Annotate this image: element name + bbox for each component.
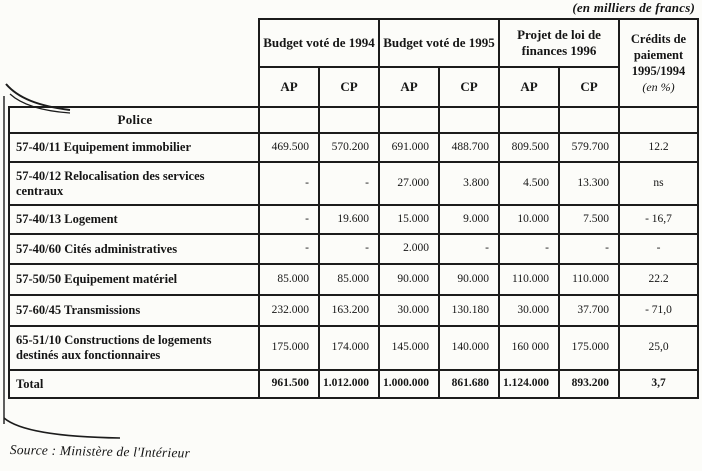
cell-1996-cp: - [559, 234, 619, 264]
cell-1994-ap: - [259, 205, 319, 234]
cell-1994-ap: 232.000 [259, 295, 319, 326]
table-row [9, 295, 698, 326]
cell-1994-ap: - [259, 234, 319, 264]
cell-1995-ap: 30.000 [379, 295, 439, 326]
empty-cell [259, 107, 319, 133]
cell-1994-cp: - [319, 234, 379, 264]
cell-1994-ap: 469.500 [259, 133, 319, 162]
table-row [9, 162, 698, 205]
row-label: 57-40/12 Relocalisation des services centraux [9, 162, 259, 205]
cell-1996-cp: 7.500 [559, 205, 619, 234]
cell-percent: 3,7 [619, 370, 698, 398]
cell-percent: - 16,7 [619, 205, 698, 234]
credits-title: Crédits de paiement [630, 31, 687, 63]
cell-1995-ap: 27.000 [379, 162, 439, 205]
cell-1996-ap: 30.000 [499, 295, 559, 326]
table-row [9, 205, 698, 234]
cell-1995-ap: 691.000 [379, 133, 439, 162]
credits-unit: (en %) [642, 79, 675, 94]
cell-1996-cp: 37.700 [559, 295, 619, 326]
cell-1996-ap: 4.500 [499, 162, 559, 205]
cell-1995-ap: 90.000 [379, 264, 439, 295]
subheader-ap-1994: AP [259, 67, 319, 107]
cell-1996-ap: 110.000 [499, 264, 559, 295]
total-label: Total [9, 370, 259, 398]
source-caption: Source : Ministère de l'Intérieur [9, 442, 191, 461]
credits-years: 1995/1994 [631, 64, 686, 79]
table-row [9, 234, 698, 264]
cell-percent: - 71,0 [619, 295, 698, 326]
subheader-ap-1996: AP [499, 67, 559, 107]
row-label: 65-51/10 Constructions de logements destinés aux fonctionnaires [9, 326, 259, 370]
subheader-ap-1995: AP [379, 67, 439, 107]
cell-1995-cp: 9.000 [439, 205, 499, 234]
subheader-cp-1994: CP [319, 67, 379, 107]
cell-1994-cp: 19.600 [319, 205, 379, 234]
cell-1995-cp: 861.680 [439, 370, 499, 398]
cell-1996-cp: 579.700 [559, 133, 619, 162]
table-row [9, 264, 698, 295]
cell-percent: ns [619, 162, 698, 205]
budget-table [8, 18, 699, 399]
empty-cell [559, 107, 619, 133]
cell-1995-ap: 145.000 [379, 326, 439, 370]
cell-1994-cp: 570.200 [319, 133, 379, 162]
cell-percent: 12.2 [619, 133, 698, 162]
cell-1994-ap: - [259, 162, 319, 205]
cell-1996-ap: - [499, 234, 559, 264]
cell-1995-ap: 15.000 [379, 205, 439, 234]
cell-percent: 25,0 [619, 326, 698, 370]
row-label: 57-40/60 Cités administratives [9, 234, 259, 264]
cell-1995-cp: - [439, 234, 499, 264]
cell-1995-ap: 2.000 [379, 234, 439, 264]
cell-1994-ap: 85.000 [259, 264, 319, 295]
subheader-cp-1996: CP [559, 67, 619, 107]
cell-1994-cp: 163.200 [319, 295, 379, 326]
total-row [9, 370, 698, 398]
cell-1994-cp: 174.000 [319, 326, 379, 370]
cell-1995-cp: 140.000 [439, 326, 499, 370]
col-group-budget-1994: Budget voté de 1994 [259, 19, 379, 67]
cell-1995-ap: 1.000.000 [379, 370, 439, 398]
header-group-row [9, 19, 698, 67]
row-label: 57-40/11 Equipement immobilier [9, 133, 259, 162]
row-label: 57-60/45 Transmissions [9, 295, 259, 326]
cell-percent: - [619, 234, 698, 264]
table-row [9, 326, 698, 370]
cell-1996-ap: 160 000 [499, 326, 559, 370]
empty-cell [379, 107, 439, 133]
table-row [9, 133, 698, 162]
unit-note: (en milliers de francs) [572, 0, 695, 15]
cell-1996-ap: 10.000 [499, 205, 559, 234]
table-corner-blank [9, 19, 259, 67]
cell-1994-cp: - [319, 162, 379, 205]
empty-cell [619, 107, 698, 133]
cell-1995-cp: 488.700 [439, 133, 499, 162]
header-sub-row [9, 67, 698, 107]
empty-cell [319, 107, 379, 133]
cell-1996-cp: 13.300 [559, 162, 619, 205]
col-credits-paiement [619, 19, 698, 107]
table-corner-blank [9, 67, 259, 107]
cell-1996-ap: 809.500 [499, 133, 559, 162]
cell-1994-cp: 1.012.000 [319, 370, 379, 398]
cell-1996-cp: 893.200 [559, 370, 619, 398]
cell-1994-cp: 85.000 [319, 264, 379, 295]
section-row-police [9, 107, 698, 133]
row-label: 57-50/50 Equipement matériel [9, 264, 259, 295]
cell-percent: 22.2 [619, 264, 698, 295]
empty-cell [499, 107, 559, 133]
row-label: 57-40/13 Logement [9, 205, 259, 234]
cell-1996-cp: 175.000 [559, 326, 619, 370]
cell-1995-cp: 3.800 [439, 162, 499, 205]
col-group-budget-1995: Budget voté de 1995 [379, 19, 499, 67]
subheader-cp-1995: CP [439, 67, 499, 107]
section-label-police: Police [9, 107, 259, 133]
cell-1996-ap: 1.124.000 [499, 370, 559, 398]
cell-1994-ap: 175.000 [259, 326, 319, 370]
cell-1995-cp: 130.180 [439, 295, 499, 326]
col-group-plf-1996: Projet de loi de finances 1996 [499, 19, 619, 67]
cell-1995-cp: 90.000 [439, 264, 499, 295]
cell-1996-cp: 110.000 [559, 264, 619, 295]
empty-cell [439, 107, 499, 133]
cell-1994-ap: 961.500 [259, 370, 319, 398]
